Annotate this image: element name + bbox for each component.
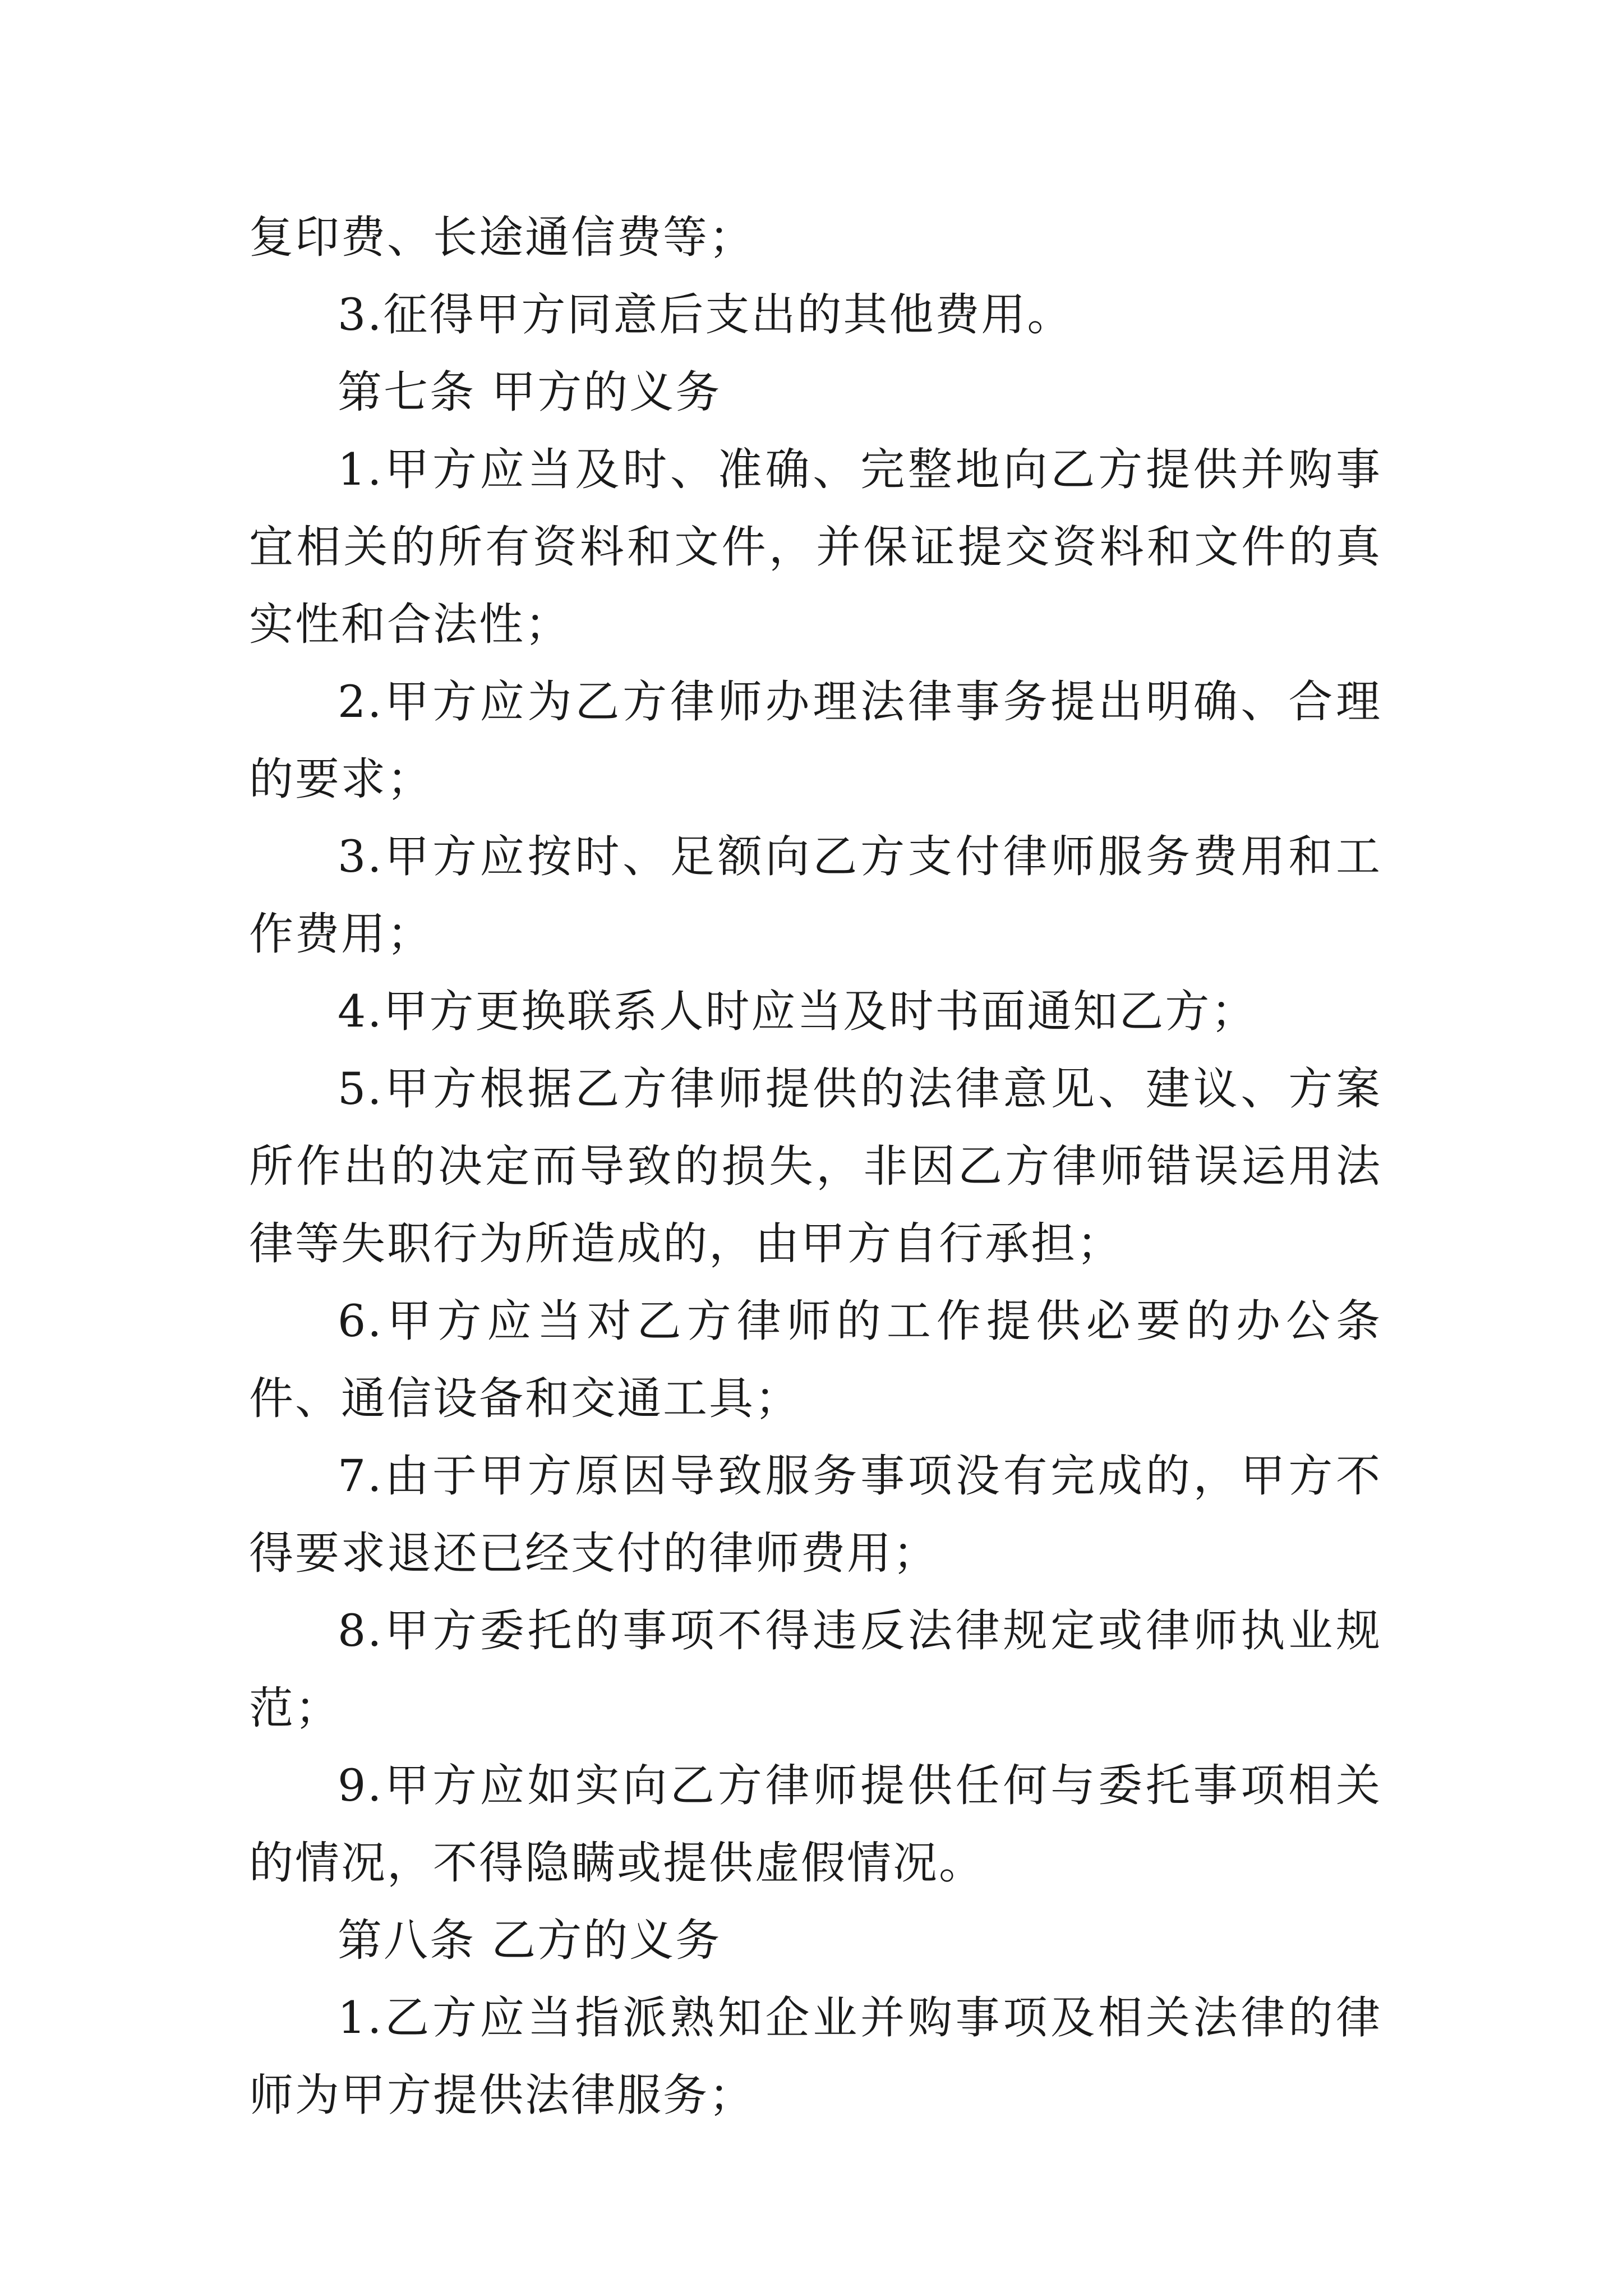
article-8-item-1: 1.乙方应当指派熟知企业并购事项及相关法律的律师为甲方提供法律服务； <box>249 1992 1382 2121</box>
article-7-item-1: 1.甲方应当及时、准确、完整地向乙方提供并购事宜相关的所有资料和文件，并保证提交资料和文件的真实性和合法性； <box>249 444 1382 650</box>
article-7-item-4: 4.甲方更换联系人时应当及时书面通知乙方； <box>338 986 1257 1037</box>
article-7-item-3: 3.甲方应按时、足额向乙方支付律师服务费用和工作费用； <box>249 831 1382 960</box>
article-7-item-7: 7.由于甲方原因导致服务事项没有完成的，甲方不得要求退还已经支付的律师费用； <box>249 1450 1382 1579</box>
article-7-item-6: 6.甲方应当对乙方律师的工作提供必要的办公条件、通信设备和交通工具； <box>249 1295 1382 1424</box>
article-7-item-8: 8.甲方委托的事项不得违反法律规定或律师执业规范； <box>249 1605 1382 1734</box>
article-7-item-5: 5.甲方根据乙方律师提供的法律意见、建议、方案所作出的决定而导致的损失，非因乙方律师错误运用法律等失职行为所造成的，由甲方自行承担； <box>249 1063 1382 1269</box>
document-body <box>249 199 1382 2134</box>
paragraph-continuation: 复印费、长途通信费等； <box>249 211 755 263</box>
article-7-item-9: 9.甲方应如实向乙方律师提供任何与委托事项相关的情况，不得隐瞒或提供虚假情况。 <box>249 1760 1382 1889</box>
article-7-heading: 第七条 甲方的义务 <box>338 366 722 418</box>
list-item-3-other-expenses: 3.征得甲方同意后支出的其他费用。 <box>338 289 1073 341</box>
article-7-item-2: 2.甲方应为乙方律师办理法律事务提出明确、合理的要求； <box>249 676 1382 805</box>
article-8-heading: 第八条 乙方的义务 <box>338 1915 722 1966</box>
